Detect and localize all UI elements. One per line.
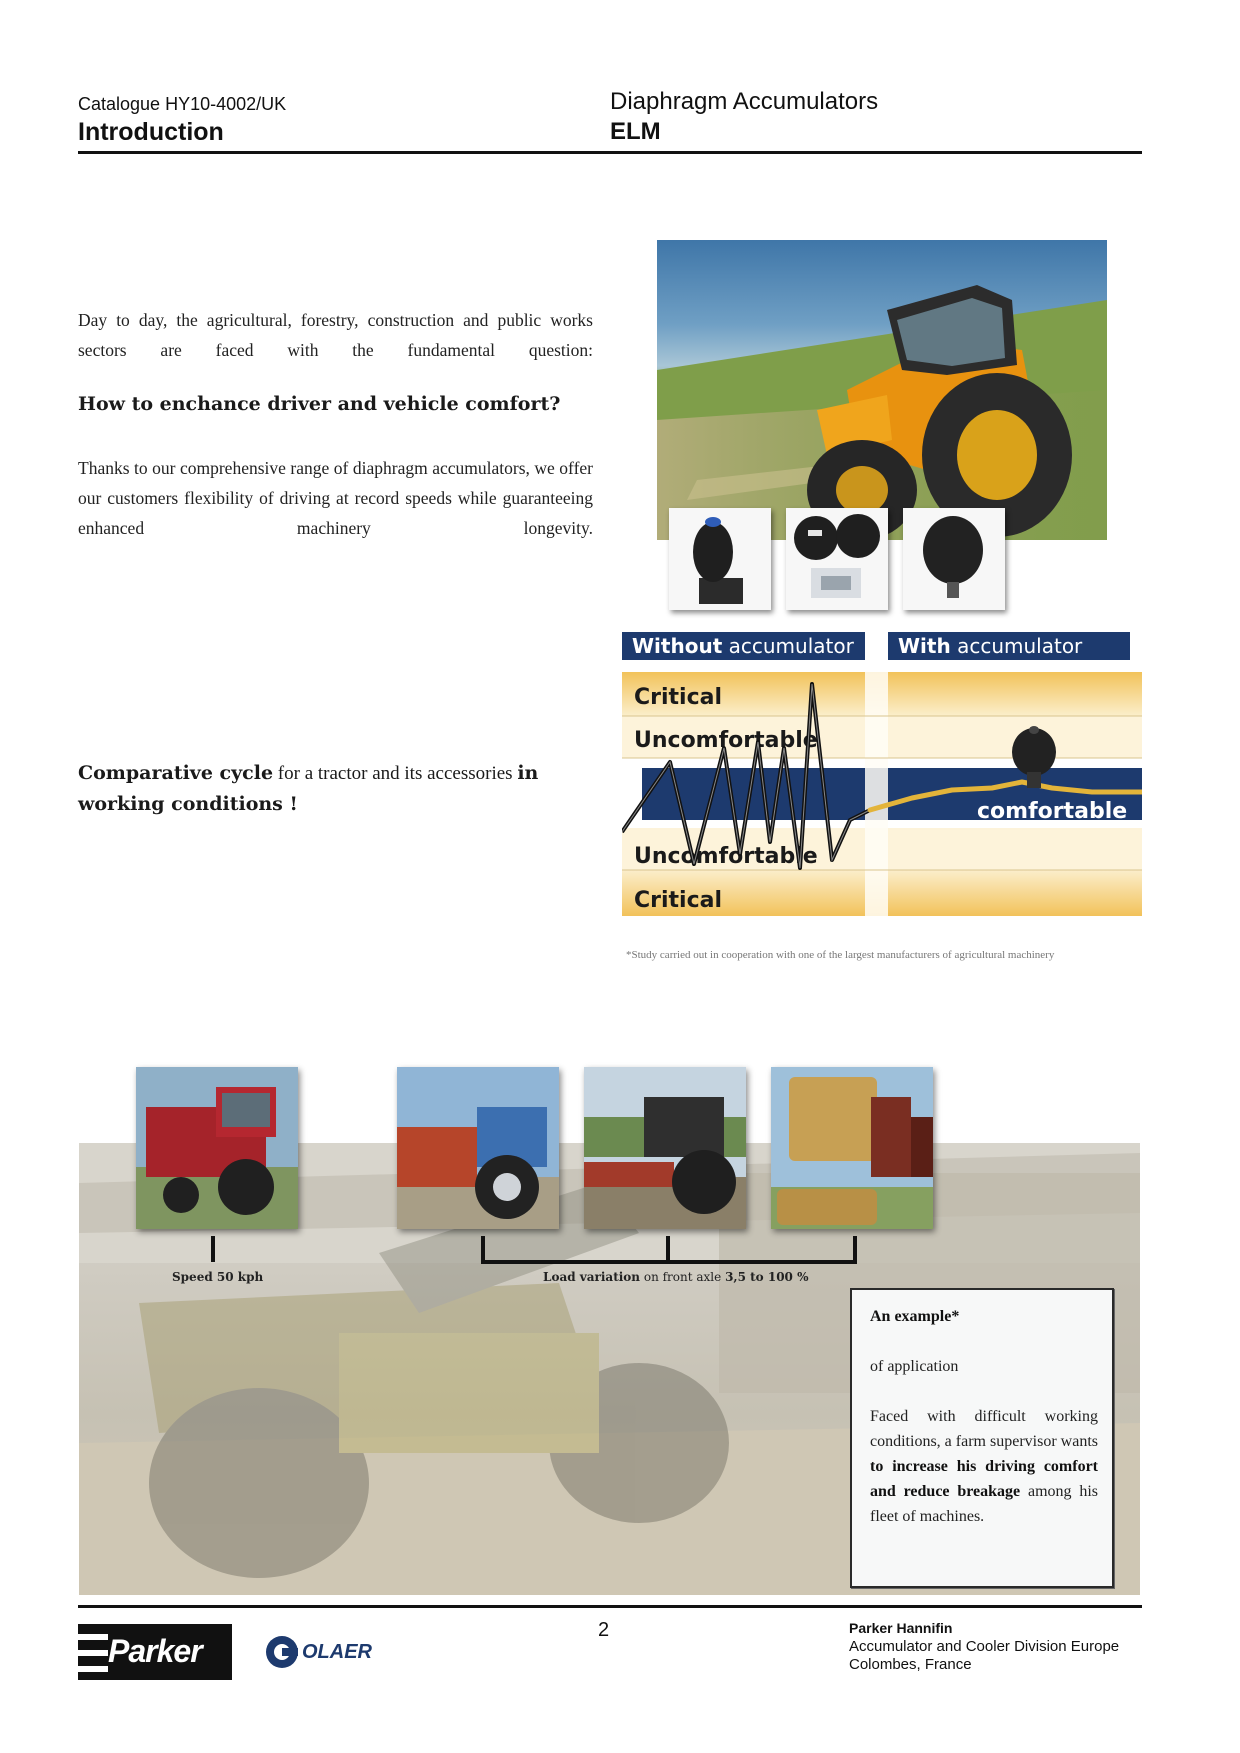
footer-divider <box>78 1605 1142 1608</box>
comparative-body: for a tractor and its accessories <box>273 763 518 784</box>
comparative-tail-1: in <box>517 762 539 784</box>
company-name: Parker Hannifin <box>849 1620 953 1636</box>
product-title: Diaphragm Accumulators <box>610 88 879 115</box>
page-number: 2 <box>598 1619 610 1641</box>
example-title: An example* <box>870 1308 960 1325</box>
parker-logo-text: Parker <box>108 1633 202 1669</box>
example-box <box>850 1288 1114 1588</box>
example-subtitle: of application <box>870 1358 959 1375</box>
example-body: Faced with difficult working conditions, a farm supervisor wants to increase his driving comfort and reduce breakage among his fleet of machines. <box>870 1408 1098 1525</box>
comfortable-label: comfortable <box>977 799 1128 824</box>
comparative-tail-2: working conditions ! <box>78 793 298 815</box>
olaer-logo <box>262 1634 402 1670</box>
uncomfortable-top-label: Uncomfortable <box>634 728 818 753</box>
olaer-logo-text: OLAER <box>302 1641 372 1663</box>
parker-logo <box>78 1624 232 1680</box>
with-accumulator-header: With accumulator <box>898 634 1083 658</box>
division-name: Accumulator and Cooler Division Europe <box>849 1638 1120 1655</box>
study-footnote: *Study carried out in cooperation with one of the largest manufacturers of agricultural machinery <box>626 949 1055 961</box>
section-title: Introduction <box>78 118 224 146</box>
speed-label: Speed 50 kph <box>172 1270 264 1284</box>
without-accumulator-header: Without accumulator <box>632 634 854 658</box>
intro-paragraph: Day to day, the agricultural, forestry, construction and public works sectors are faced with the fundamental question: <box>78 310 593 360</box>
olaer-logo-mark <box>262 1634 302 1670</box>
critical-bottom-label: Critical <box>634 888 723 913</box>
catalogue-number: Catalogue HY10-4002/UK <box>78 94 287 114</box>
company-location: Colombes, France <box>849 1656 972 1673</box>
intro-question: How to enchance driver and vehicle comfort? <box>78 393 561 415</box>
product-code: ELM <box>610 118 661 145</box>
comparative-lead: Comparative cycle <box>78 762 274 784</box>
critical-top-label: Critical <box>634 685 723 710</box>
uncomfortable-bottom-label: Uncomfortable <box>634 844 818 869</box>
load-variation-label: Load variation on front axle 3,5 to 100 % <box>543 1270 809 1284</box>
intro-paragraph-2: Thanks to our comprehensive range of diaphragm accumulators, we offer our customers flexibility of driving at record speeds while guaranteeing enhanced machinery longevity. <box>78 458 593 538</box>
